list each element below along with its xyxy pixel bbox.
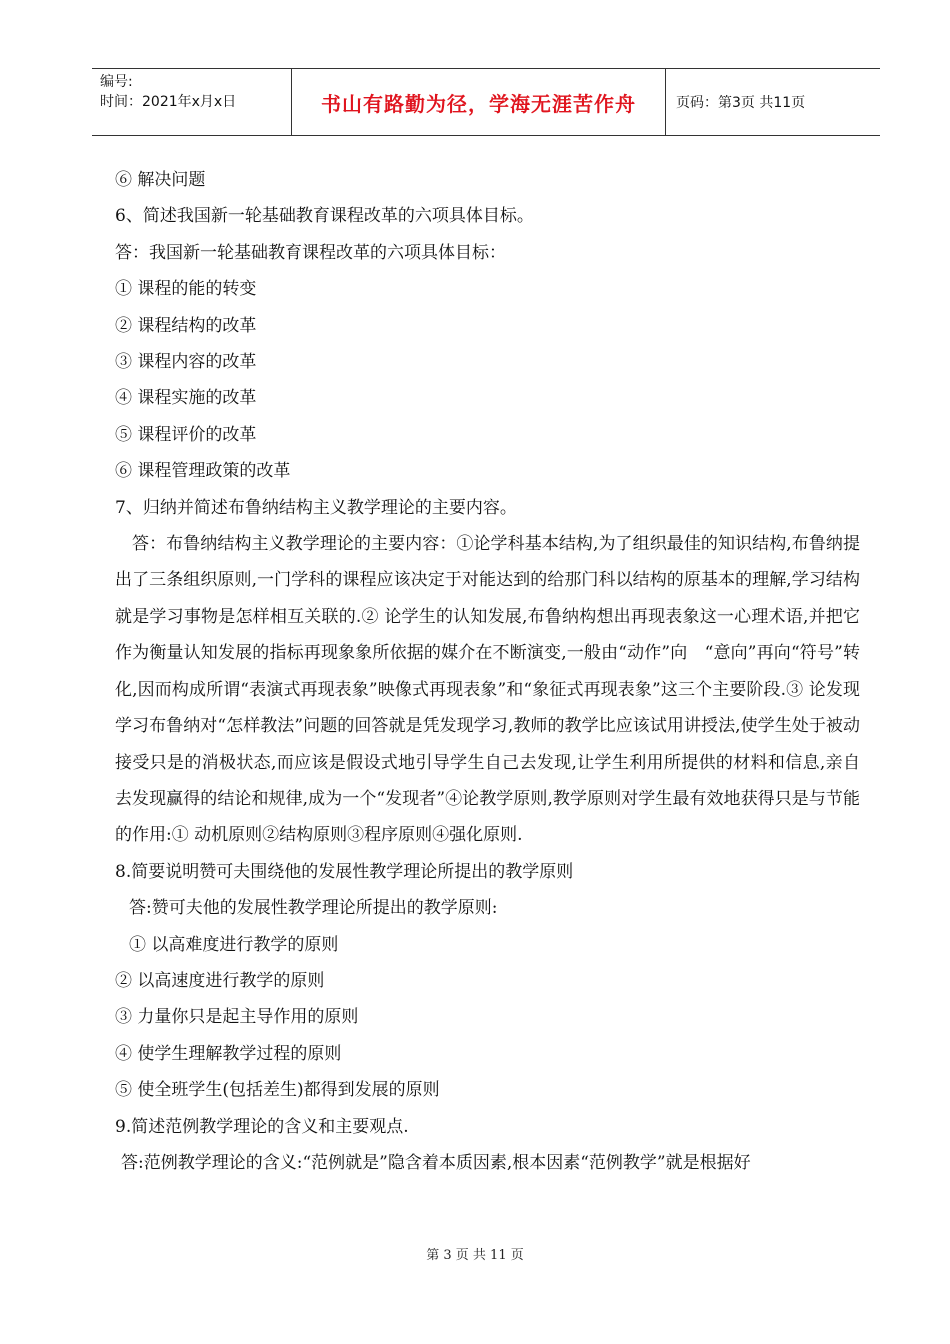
- list-item: ⑤ 课程评价的改革: [115, 424, 257, 445]
- answer-paragraph: 答:范例教学理论的含义:“范例就是”隐含着本质因素,根本因素“范例教学”就是根据好: [121, 1152, 751, 1173]
- question-heading: 8.简要说明赞可夫围绕他的发展性教学理论所提出的教学原则: [115, 861, 574, 882]
- paragraph: ⑥ 解决问题: [115, 170, 206, 190]
- page-footer: 第 3 页 共 11 页: [426, 1248, 524, 1263]
- document-number-label: 编号:: [100, 74, 133, 90]
- header-motto: 书山有路勤为径，学海无涯苦作舟: [292, 69, 666, 135]
- list-item: ② 课程结构的改革: [115, 315, 257, 336]
- page-header: [92, 68, 880, 136]
- answer-intro: 答：我国新一轮基础教育课程改革的六项具体目标：: [115, 242, 506, 263]
- question-heading: 9.简述范例教学理论的含义和主要观点.: [115, 1116, 409, 1137]
- header-page-info: 页码：第3页 共11页: [676, 95, 806, 111]
- list-item: ④ 使学生理解教学过程的原则: [115, 1043, 342, 1064]
- question-heading: 6、简述我国新一轮基础教育课程改革的六项具体目标。: [115, 206, 534, 227]
- list-item: ⑥ 课程管理政策的改革: [115, 461, 291, 482]
- list-item: ③ 课程内容的改革: [115, 352, 257, 373]
- document-time-label: 时间：2021年x月x日: [100, 94, 237, 110]
- answer-paragraph: 答：布鲁纳结构主义教学理论的主要内容：①论学科基本结构,为了组织最佳的知识结构,布鲁纳提出了三条组织原则,一门学科的课程应该决定于对能达到的给那门科以结构的原基本的理解,学习结构就是学习事物是怎样相互关联的.② 论学生的认知发展,布鲁纳构想出再现表象这一心理术语,并把它作为衡量认知发展的指标再现象象所依据的媒介在不断演变,一般由“动作”向 “意向”再向“符号”转化,因而构成所谓“表演式再现表象”映像式再现表象”和“象征式再现表象”这三个主要阶段.③ 论发现学习布鲁纳对“怎样教法”问题的回答就是凭发现学习,教师的教学比应该试用讲授法,使学生处于被动接受只是的消极状态,而应该是假设式地引导学生自己去发现,让学生利用所提供的材料和信息,亲自去发现赢得的结论和规律,成为一个“发现者”④论教学原则,教学原则对学生最有效地获得只是与节能的作用:① 动机原则②结构原则③程序原则④强化原则.: [115, 534, 860, 846]
- list-item: ① 以高难度进行教学的原则: [129, 934, 339, 955]
- document-body: [115, 162, 860, 1181]
- answer-intro: 答:赞可夫他的发展性教学理论所提出的教学原则:: [129, 898, 498, 919]
- list-item: ② 以高速度进行教学的原则: [115, 970, 325, 991]
- list-item: ① 课程的能的转变: [115, 279, 257, 300]
- list-item: ③ 力量你只是起主导作用的原则: [115, 1007, 359, 1028]
- list-item: ④ 课程实施的改革: [115, 388, 257, 409]
- list-item: ⑤ 使全班学生(包括差生)都得到发展的原则: [115, 1080, 440, 1101]
- question-heading: 7、归纳并简述布鲁纳结构主义教学理论的主要内容。: [115, 497, 517, 518]
- header-meta: [92, 69, 292, 135]
